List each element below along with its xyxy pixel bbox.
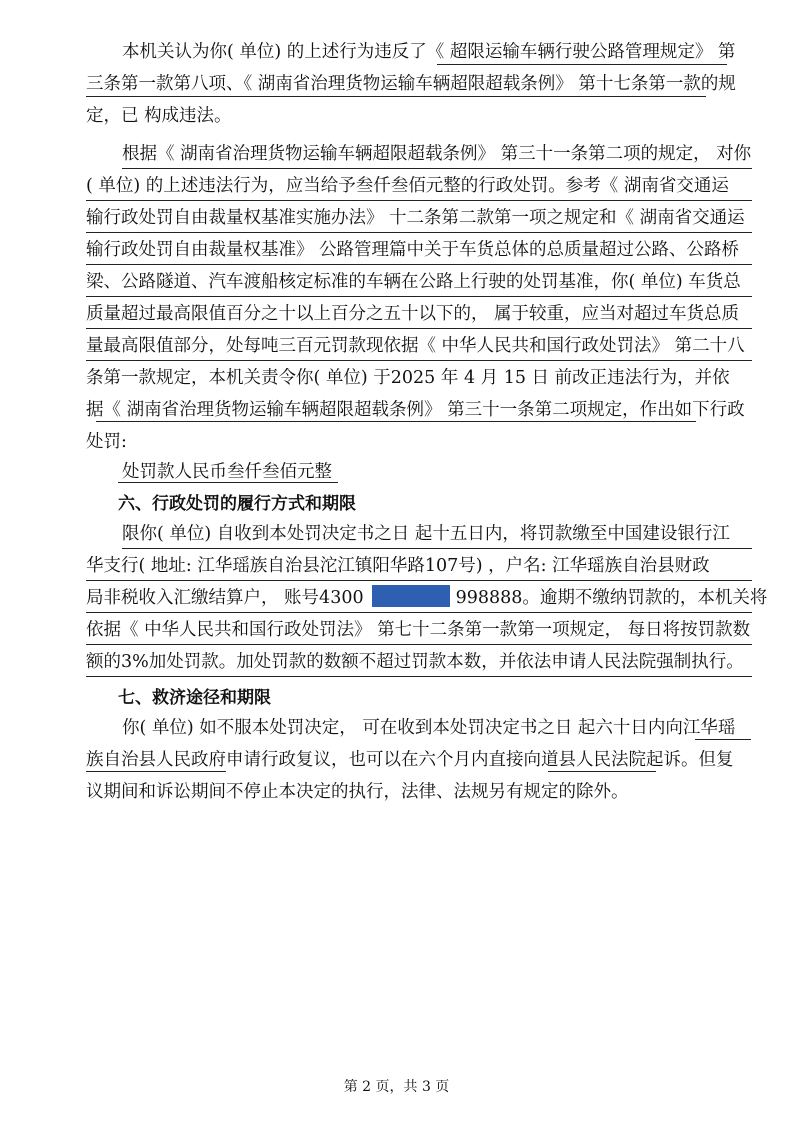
text-line: 条第一款规定，本机关责令你( 单位) 于2025 年 4 月 15 日 前改正违法行为，并依 bbox=[86, 368, 730, 388]
text-span: 局非税收入汇缴结算户， 账号4300 bbox=[86, 588, 364, 608]
text-line: 根据《 湖南省治理货物运输车辆超限超载条例》 第三十一条第二项的规定， 对你 bbox=[122, 140, 752, 169]
text-span: 998888。逾期不缴纳罚款的，本机关将 bbox=[455, 588, 768, 608]
text-line: 本机关认为你( 单位) 的上述行为违反了《 超限运输车辆行驶公路管理规定》 第 bbox=[122, 42, 736, 62]
text-line: 你( 单位) 如不服本处罚决定， 可在收到本处罚决定书之日 起六十日内向江华瑶 bbox=[122, 718, 736, 738]
text-line: 处罚: bbox=[86, 432, 127, 452]
text-line: 量最高限值部分，处每吨三百元罚款现依据《 中华人民共和国行政处罚法》 第二十八 bbox=[86, 332, 752, 361]
redaction-block bbox=[372, 585, 450, 607]
text-line: 输行政处罚自由裁量权基准》 公路管理篇中关于车货总体的总质量超过公路、公路桥 bbox=[86, 236, 752, 265]
text-line: 三条第一款第八项、《 湖南省治理货物运输车辆超限超载条例》 第十七条第一款的规 bbox=[86, 74, 736, 94]
text-line: 定，已 构成违法。 bbox=[86, 106, 232, 126]
section-heading-6: 六、行政处罚的履行方式和期限 bbox=[118, 494, 356, 514]
text-line: ( 单位) 的上述违法行为，应当给予叁仟叁佰元整的行政处罚。参考《 湖南省交通运 bbox=[86, 172, 752, 201]
text-line: 华支行( 地址: 江华瑶族自治县沱江镇阳华路107号) ，户名: 江华瑶族自治县财政 bbox=[86, 552, 752, 581]
underline bbox=[548, 771, 656, 772]
underline bbox=[86, 96, 706, 97]
text-line: 议期间和诉讼期间不停止本决定的执行，法律、法规另有规定的除外。 bbox=[86, 782, 629, 802]
text-line: 质量超过最高限值百分之十以上百分之五十以下的， 属于较重，应当对超过车货总质 bbox=[86, 300, 752, 329]
section-heading-7: 七、救济途径和期限 bbox=[118, 688, 271, 708]
text-line: 梁、公路隧道、汽车渡船核定标准的车辆在公路上行驶的处罚基准，你( 单位) 车货总 bbox=[86, 268, 752, 297]
text-line: 依据《 中华人民共和国行政处罚法》 第七十二条第一款第一项规定， 每日将按罚款数 bbox=[86, 616, 752, 645]
text-line: 额的3%加处罚款。加处罚款的数额不超过罚款本数，并依法申请人民法院强制执行。 bbox=[86, 648, 752, 677]
penalty-amount: 处罚款人民币叁仟叁佰元整 bbox=[122, 462, 332, 482]
underline bbox=[86, 771, 226, 772]
underline bbox=[437, 64, 727, 65]
underline bbox=[118, 482, 338, 483]
underline bbox=[96, 421, 696, 422]
text-line bbox=[86, 584, 768, 613]
underline bbox=[695, 739, 751, 740]
text-line: 族自治县人民政府申请行政复议，也可以在六个月内直接向道县人民法院起诉。但复 bbox=[86, 750, 734, 770]
page-number: 第 2 页，共 3 页 bbox=[343, 1079, 450, 1095]
text-line: 输行政处罚自由裁量权基准实施办法》 十二条第二款第一项之规定和《 湖南省交通运 bbox=[86, 204, 752, 233]
text-line: 据《 湖南省治理货物运输车辆超限超载条例》 第三十一条第二项规定，作出如下行政 bbox=[86, 400, 745, 420]
text-line: 限你( 单位) 自收到本处罚决定书之日 起十五日内，将罚款缴至中国建设银行江 bbox=[122, 520, 752, 549]
